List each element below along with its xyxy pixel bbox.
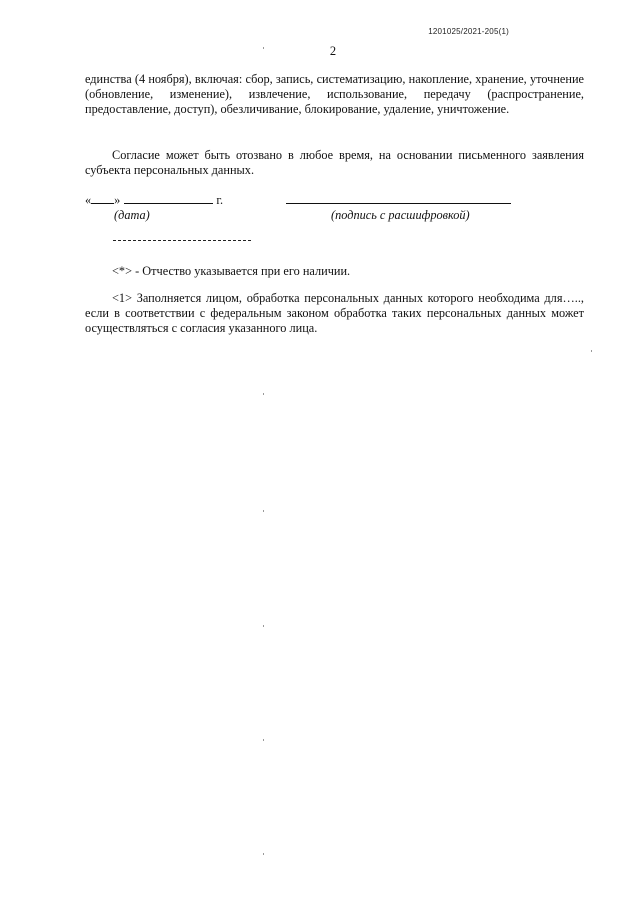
scan-speck — [263, 853, 264, 855]
document-id: 1201025/2021-205(1) — [428, 27, 509, 36]
signature-blank — [286, 203, 511, 204]
scan-speck — [263, 47, 264, 49]
signature-caption: (подпись с расшифровкой) — [331, 208, 470, 222]
scan-speck — [263, 625, 264, 627]
page-number: 2 — [329, 44, 337, 58]
scan-speck — [263, 510, 264, 512]
signature-block — [85, 193, 584, 227]
day-blank — [91, 193, 114, 204]
month-blank — [124, 193, 213, 204]
date-caption: (дата) — [114, 208, 150, 222]
date-field — [85, 193, 223, 208]
year-suffix: г. — [216, 193, 224, 207]
footnote-star: <*> - Отчество указывается при его наличии. — [112, 264, 351, 278]
footnote-one: <1> Заполняется лицом, обработка персональных данных которого необходима для….., если в соответствии с федеральным законом обработка таких персональных данных может осуществляться с согласия указанного лица. — [85, 291, 584, 336]
scan-speck — [263, 393, 264, 395]
scan-speck — [263, 739, 264, 741]
close-quote: » — [114, 193, 121, 207]
footnote-separator — [113, 240, 251, 241]
withdrawal-paragraph: Согласие может быть отозвано в любое время, на основании письменного заявления субъекта персональных данных. — [85, 148, 584, 178]
scan-speck — [591, 350, 592, 352]
open-quote: « — [85, 193, 92, 207]
consent-scope-paragraph: единства (4 ноября), включая: сбор, запись, систематизацию, накопление, хранение, уточнение (обновление, изменение), извлечение, использование, передачу (распространение, предоставление, доступ), обезличивание, блокирование, удаление, уничтожение. — [85, 72, 584, 117]
